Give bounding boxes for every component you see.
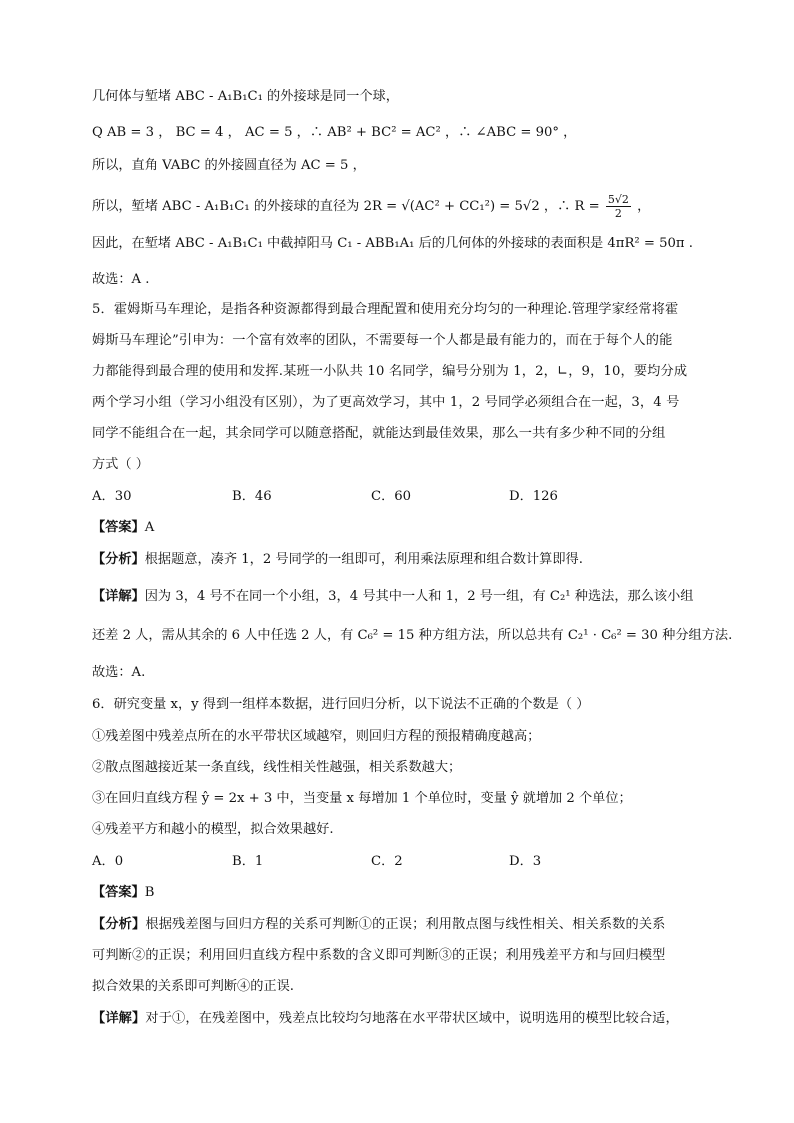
statement-2: ②散点图越接近某一条直线，线性相关性越强，相关系数越大；	[92, 760, 462, 775]
statement-3: ③在回归直线方程 ŷ = 2x + 3 中，当变量 x 每增加 1 个单位时，变量 ŷ 就增加 2 个单位；	[92, 791, 632, 806]
formula-text: ，	[637, 199, 651, 214]
detail-text: 对于①，在残差图中，残差点比较均匀地落在水平带状区域中，说明选用的模型比较合适，	[145, 1011, 679, 1026]
option-a: A．0	[92, 854, 124, 869]
detail-line	[92, 1010, 679, 1028]
option-d: D．126	[509, 489, 558, 504]
answer-tag: 【答案】	[92, 885, 145, 900]
option-b: B．1	[232, 854, 264, 869]
detail-text: 因为 3，4 号不在同一个小组，3，4 号其中一人和 1，2 号一组，有 C₂¹ 种选法，那么该小组	[144, 589, 694, 604]
detail-text: 还差 2 人，需从其余的 6 人中任选 2 人，有 C₆² = 15 种方组方法，所以总共有 C₂¹ · C₆² = 30 种分组方法.	[92, 628, 733, 643]
text-line: Q AB = 3 ， BC = 4 ， AC = 5 ，∴ AB² + BC² = AC² ，∴ ∠ABC = 90° ，	[92, 125, 577, 140]
option-b: B．46	[232, 489, 272, 504]
question-5-text: 5．霍姆斯马车理论，是指各种资源都得到最合理配置和使用充分均匀的一种理论.管理学家经常将霍	[92, 302, 679, 317]
analysis-line	[92, 916, 666, 934]
text-line: 因此，在堑堵 ABC - A₁B₁C₁ 中截掉阳马 C₁ - ABB₁A₁ 后的几何体的外接球的表面积是 4πR² = 50π .	[92, 236, 693, 251]
analysis-text: 可判断②的正误；利用回归直线方程中系数的含义即可判断③的正误；利用残差平方和与回归模型	[92, 948, 666, 963]
analysis-text: 拟合效果的关系即可判断④的正误.	[92, 979, 295, 994]
analysis-line	[92, 551, 583, 569]
option-c: C．2	[371, 854, 403, 869]
text-line: 故选：A .	[92, 272, 150, 287]
option-d: D．3	[509, 854, 542, 869]
detail-tag: 【详解】	[92, 589, 145, 604]
option-c: C．60	[371, 489, 412, 504]
detail-tag: 【详解】	[92, 1011, 146, 1026]
analysis-text: 根据题意，凑齐 1，2 号同学的一组即可，利用乘法原理和组合数计算即得.	[144, 552, 583, 567]
question-5-text: 同学不能组合在一起，其余同学可以随意搭配，就能达到最佳效果，那么一共有多少种不同的分组	[92, 426, 666, 441]
analysis-tag: 【分析】	[92, 917, 146, 932]
analysis-text: 根据残差图与回归方程的关系可判断①的正误；利用散点图与线性相关、相关系数的关系	[145, 917, 666, 932]
question-6-text: 6．研究变量 x，y 得到一组样本数据，进行回归分析，以下说法不正确的个数是（ ）	[92, 697, 590, 712]
text-line: 所以，直角 VABC 的外接圆直径为 AC = 5 ，	[92, 158, 366, 173]
fraction-numerator: 5√2	[607, 193, 629, 206]
select-line: 故选：A.	[92, 665, 146, 680]
detail-line	[92, 588, 693, 606]
answer-line	[92, 519, 154, 537]
answer-tag: 【答案】	[92, 520, 145, 535]
fraction-denominator: 2	[614, 207, 622, 220]
text-line: 几何体与堑堵 ABC - A₁B₁C₁ 的外接球是同一个球，	[92, 89, 399, 104]
statement-4: ④残差平方和越小的模型，拟合效果越好.	[92, 822, 334, 837]
text-line	[92, 193, 650, 220]
option-a: A．30	[92, 489, 132, 504]
question-5-text: 力都能得到最合理的使用和发挥.某班一小队共 10 名同学，编号分别为 1，2，∟，9，10，要均分成	[92, 364, 688, 379]
question-5-text: 方式（ ）	[92, 457, 149, 472]
question-5-text: 姆斯马车理论”引申为：一个富有效率的团队，不需要每一个人都是最有能力的，而在于每个人的能	[92, 333, 673, 348]
fraction	[606, 193, 631, 220]
answer-line	[92, 884, 154, 902]
analysis-tag: 【分析】	[92, 552, 145, 567]
answer-value: A	[144, 520, 155, 535]
answer-value: B	[144, 885, 155, 900]
statement-1: ①残差图中残差点所在的水平带状区域越窄，则回归方程的预报精确度越高；	[92, 729, 541, 744]
question-5-text: 两个学习小组（学习小组没有区别），为了更高效学习，其中 1，2 号同学必须组合在一起，3，4 号	[92, 395, 680, 410]
formula-text: 所以，堑堵 ABC - A₁B₁C₁ 的外接球的直径为 2R = √(AC² + CC₁²) = 5√2 ，∴ R =	[92, 199, 600, 214]
